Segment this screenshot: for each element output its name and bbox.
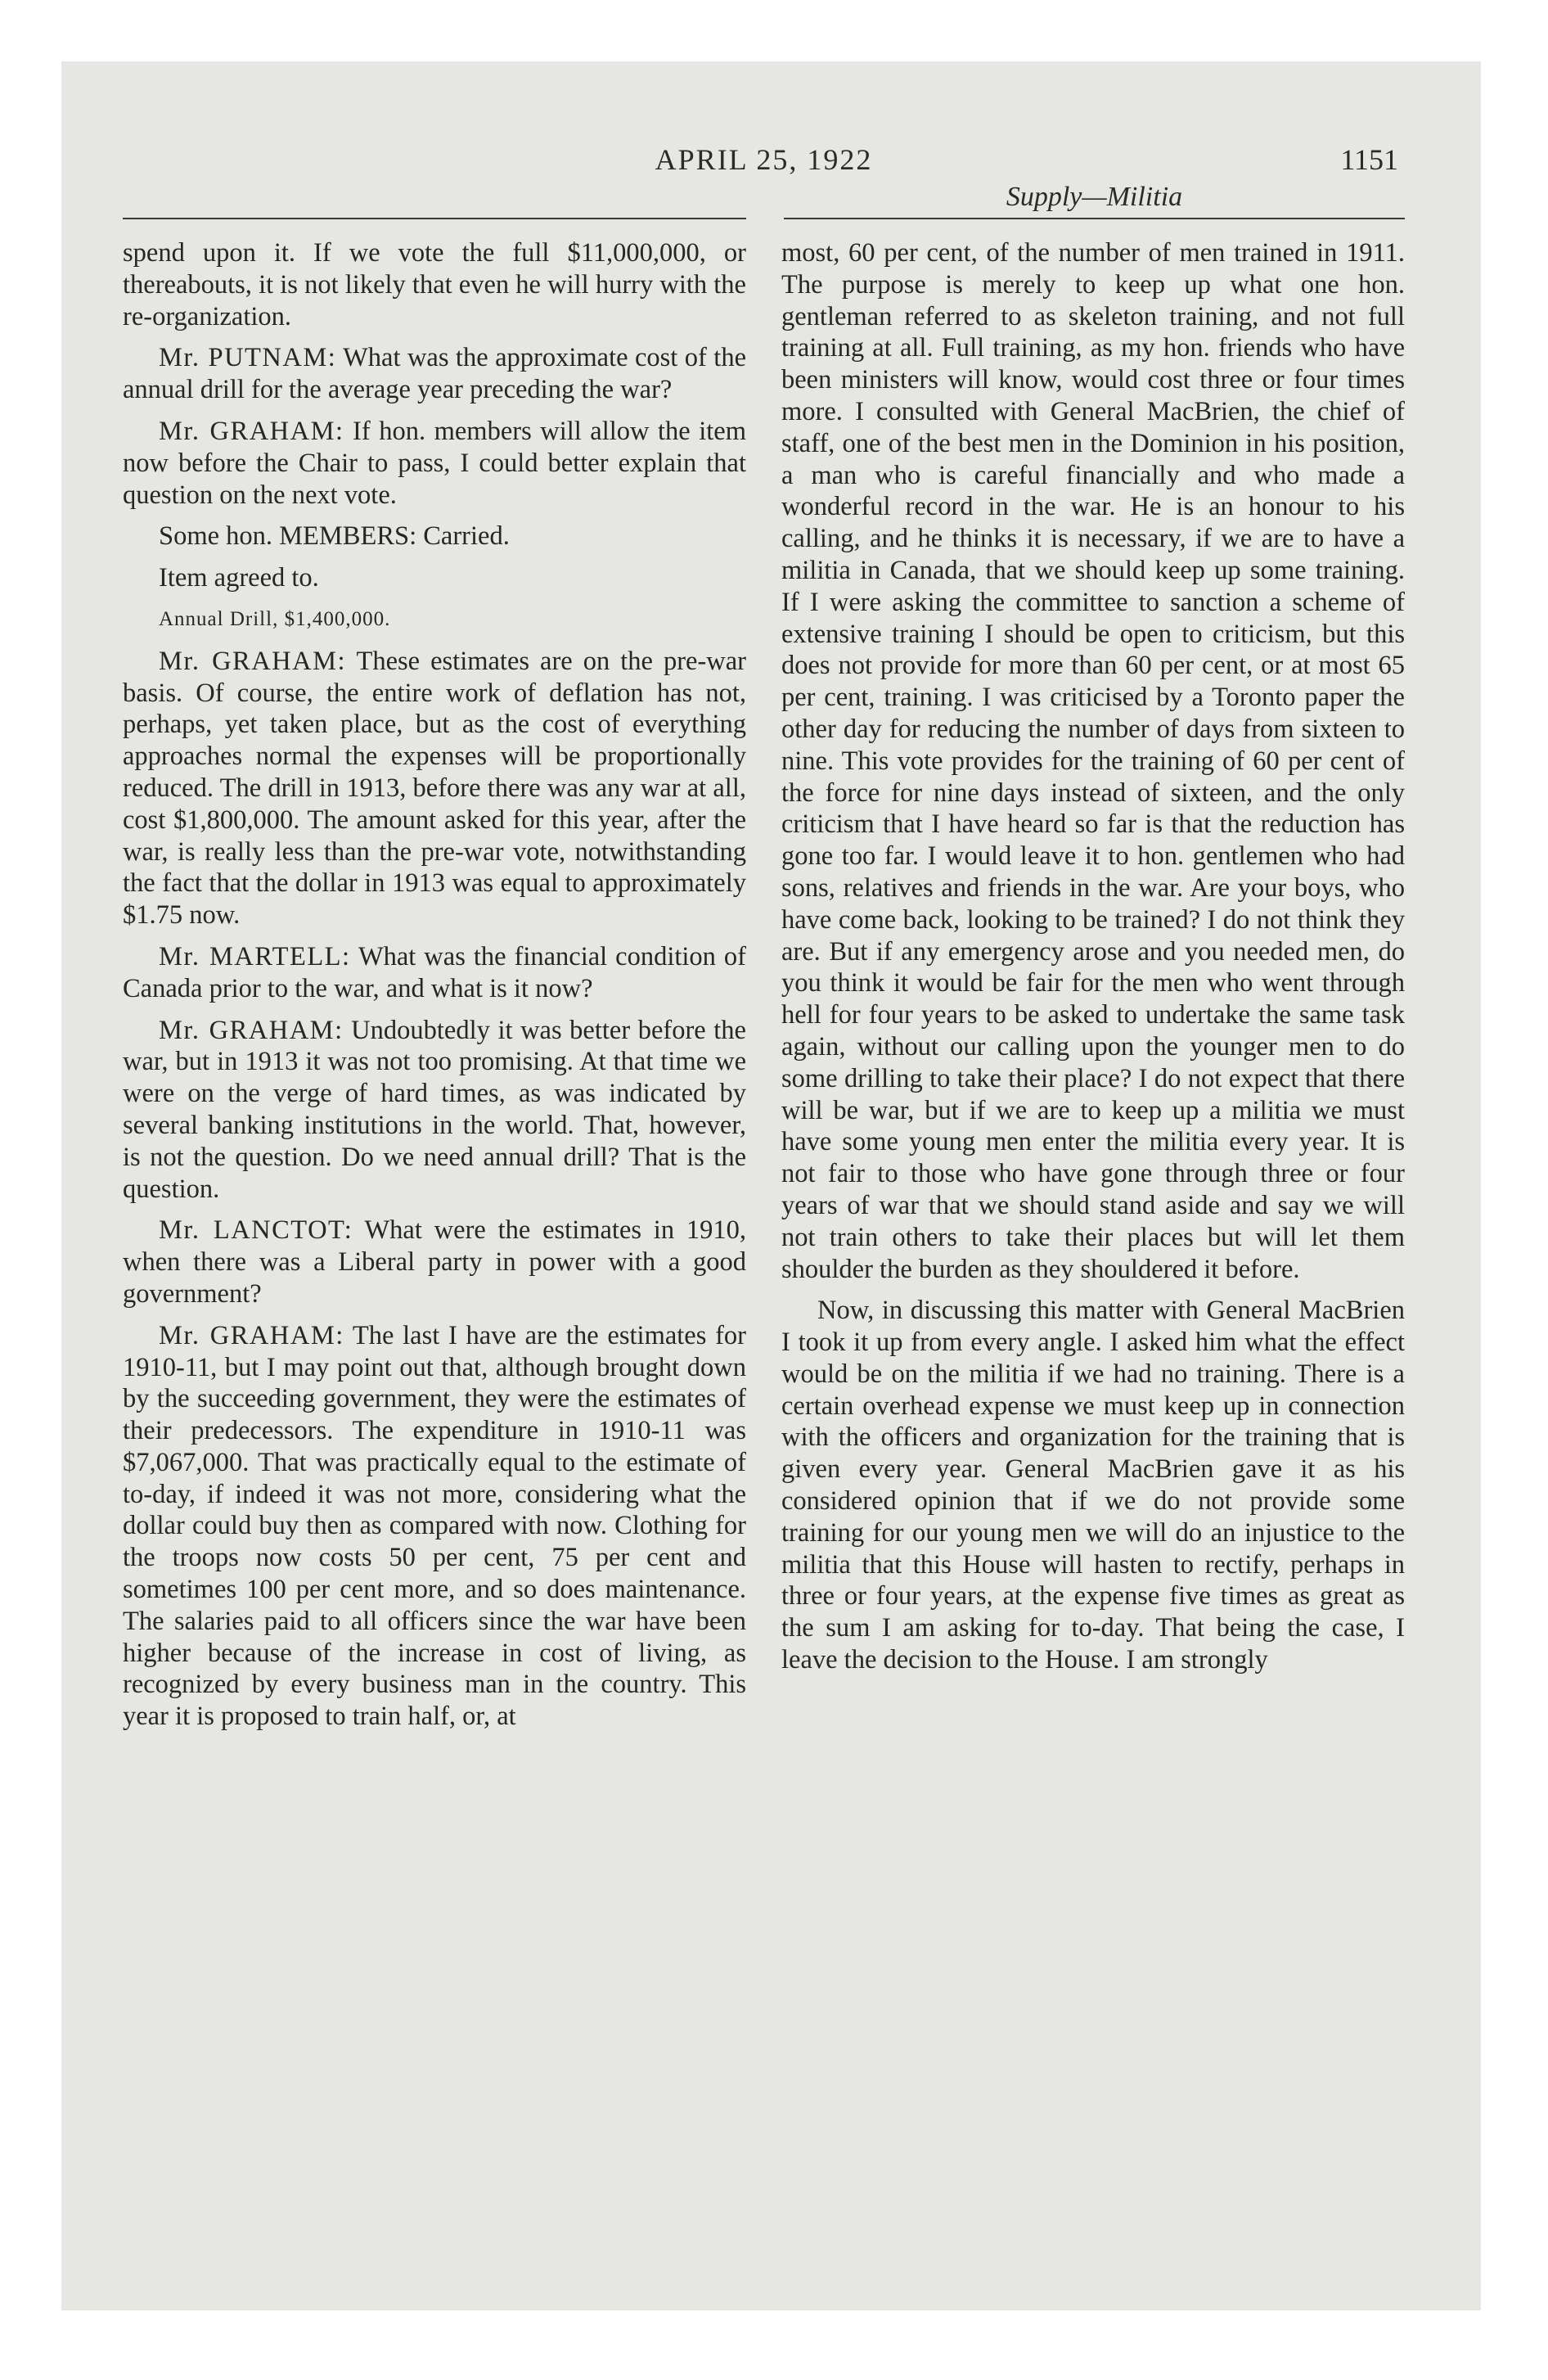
paragraph: Some hon. MEMBERS: Carried. xyxy=(159,521,510,552)
paragraph: Now, in discussing this matter with General MacBrien I took it up from every angle. I asked him what the effect would be on the militia if we had no training. There is a certain overhead expense we must keep up in connection with the officers and organization for the training that is given every year. General MacBrien gave it as his considered opinion that if we do not provide some training for our young men we will do an injustice to the militia that this House will hasten to rectify, perhaps in three or four years, at the expense five times as great as the sum I am asking for to-day. That being the case, I leave the decision to the House. I am strongly xyxy=(781,1296,1405,1675)
paragraph xyxy=(123,416,746,511)
speaker-name: Mr. PUTNAM: xyxy=(159,343,337,373)
paragraph: most, 60 per cent, of the number of men trained in 1911. The purpose is merely to keep up what one hon. gentleman referred to as skeleton training, and not full training at all. Full training, as my hon. friends who have been ministers will know, would cost three or four times more. I consulted with General MacBrien, the chief of staff, one of the best men in the Dominion in his position, a man who is careful financially and who made a wonderful record in the war. He is an honour to his calling, and he thinks it is necessary, if we are to have a militia in Canada, that we should keep up some training. If I were asking the committee to sanction a scheme of extensive training I should be open to criticism, but this does not provide for more than 60 per cent, or at most 65 per cent, training. I was criticised by a Toronto paper the other day for reducing the number of days from sixteen to nine. This vote provides for the training of 60 per cent of the force for nine days instead of sixteen, and the only criticism that I have heard so far is that the reduction has gone too far. I would leave it to hon. gentlemen who had sons, relatives and friends in the war. Are your boys, who have come back, looking to be trained? I do not think they are. But if any emergency arose and you needed men, do you think it would be fair for the men who went through hell for four years to be asked to undertake the same task again, without our calling upon the younger men to do some drilling to take their place? I do not expect that there will be war, but if we are to keep up a militia we must have some young men enter the militia every year. It is not fair to those who have gone through three or four years of war that we should stand aside and say we will not train others to take their places but will let them shoulder the burden as they shouldered it before. xyxy=(781,238,1405,1284)
header-rule-right xyxy=(784,218,1405,219)
speech-text: Undoubtedly it was better before the war, but in 1913 it was not too promising. At that time we were on the verge of hard times, as was indicated by several banking institutions in the world. That, however, is not the question. Do we need annual drill? That is the question. xyxy=(123,1015,746,1204)
page-header xyxy=(123,131,1405,221)
left-column xyxy=(123,237,746,1742)
paragraph: spend upon it. If we vote the full $11,000,000, or thereabouts, it is not likely that even he will hurry with the re-organization. xyxy=(123,238,746,331)
speech-text: If hon. members will allow the item now before the Chair to pass, I could better explain that question on the next vote. xyxy=(123,416,746,510)
paragraph xyxy=(123,342,746,406)
speech-text: The last I have are the estimates for 1910-11, but I may point out that, although brought down by the succeeding government, they were the estimates of their predecessors. The expenditure in 1910-11 was $7,067,000. That was practically equal to the estimate of to-day, if indeed it was not more, considering what the dollar could buy then as compared with now. Clothing for the troops now costs 50 per cent, 75 per cent and sometimes 100 per cent more, and so does maintenance. The salaries paid to all officers since the war have been higher because of the increase in cost of living, as recognized by every business man in the country. This year it is proposed to train half, or, at xyxy=(123,1320,746,1732)
paragraph xyxy=(123,941,746,1005)
header-rule-left xyxy=(123,218,746,219)
page-number: 1151 xyxy=(1340,143,1398,176)
paragraph xyxy=(123,1215,746,1309)
speech-text: What was the approximate cost of the annual drill for the average year preceding the war? xyxy=(123,343,746,405)
header-date: APRIL 25, 1922 xyxy=(655,143,873,176)
speaker-name: Mr. MARTELL: xyxy=(159,941,351,971)
paragraph: Item agreed to. xyxy=(159,563,319,593)
speech-text: What were the estimates in 1910, when there was a Liberal party in power with a good government? xyxy=(123,1215,746,1309)
right-column xyxy=(781,237,1405,1686)
speech-text: What was the financial condition of Canada prior to the war, and what is it now? xyxy=(123,941,746,1003)
paragraph xyxy=(123,1320,746,1733)
speaker-name: Mr. GRAHAM: xyxy=(159,646,347,676)
speech-text: These estimates are on the pre-war basis. Of course, the entire work of deflation has not, perhaps, yet taken place, but as the cost of everything approaches normal the expenses will be proportionally reduced. The drill in 1913, before there was any war at all, cost $1,800,000. The amount asked for this year, after the war, is really less than the pre-war vote, notwithstanding the fact that the dollar in 1913 was equal to approximately $1.75 now. xyxy=(123,646,746,931)
section-title: Supply—Militia xyxy=(1006,182,1183,212)
paragraph xyxy=(123,646,746,931)
speaker-name: Mr. LANCTOT: xyxy=(159,1215,353,1246)
speaker-name: Mr. GRAHAM: xyxy=(159,1015,344,1045)
speaker-name: Mr. GRAHAM: xyxy=(159,1320,344,1350)
item-heading: Annual Drill, $1,400,000. xyxy=(159,607,391,630)
paragraph xyxy=(123,1015,746,1206)
speaker-name: Mr. GRAHAM: xyxy=(159,416,344,446)
